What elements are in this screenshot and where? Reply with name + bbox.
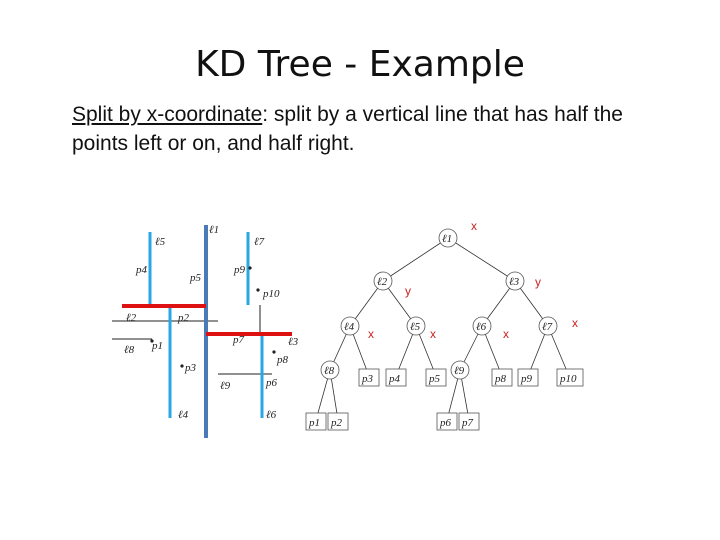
svg-text:ℓ4: ℓ4	[344, 321, 355, 333]
axis-mark-root: x	[471, 219, 477, 233]
tree-node-l5	[407, 317, 425, 335]
svg-text:p7: p7	[462, 417, 473, 429]
label-p4: p4	[136, 264, 147, 276]
svg-text:ℓ6: ℓ6	[476, 321, 487, 333]
svg-text:ℓ1: ℓ1	[442, 233, 453, 245]
label-l8: ℓ8	[124, 344, 135, 356]
tree-node-l3	[506, 272, 524, 290]
tree-node-l1	[439, 229, 457, 247]
tree-leaf-p3	[359, 369, 379, 386]
svg-text:p10: p10	[560, 373, 577, 385]
tree-node-l4	[341, 317, 359, 335]
svg-text:p3: p3	[362, 373, 373, 385]
tree-leaf-p4	[386, 369, 406, 386]
tree-leaf-p7	[459, 413, 479, 430]
point-p9	[248, 266, 251, 269]
tree-leaf-p1	[306, 413, 326, 430]
point-p8	[272, 350, 275, 353]
axis-mark-l3: y	[535, 275, 541, 289]
tree-leaf-p9	[518, 369, 538, 386]
svg-text:p5: p5	[429, 373, 440, 385]
point-p3	[180, 364, 183, 367]
label-p1: p1	[152, 340, 163, 352]
label-p7: p7	[233, 334, 244, 346]
label-l2: ℓ2	[126, 312, 137, 324]
svg-text:ℓ9: ℓ9	[454, 365, 465, 377]
axis-mark-l6: x	[503, 327, 509, 341]
svg-text:ℓ2: ℓ2	[377, 276, 388, 288]
label-l1: ℓ1	[209, 224, 220, 236]
svg-text:p4: p4	[389, 373, 400, 385]
partition-plane	[112, 224, 299, 438]
tree-leaf-p6	[437, 413, 457, 430]
text-underlined: Split by x-coordinate	[72, 103, 263, 126]
axis-mark-l2: y	[405, 284, 411, 298]
point-p10	[256, 288, 259, 291]
tree-leaf-p2	[328, 413, 348, 430]
tree-node-l2	[374, 272, 392, 290]
axis-mark-l5: x	[430, 327, 436, 341]
slide-title: KD Tree - Example	[195, 44, 525, 85]
svg-text:p9: p9	[521, 373, 532, 385]
text-rest: : split by a vertical line that has half the points left or on, and half right.	[72, 103, 623, 155]
label-l6: ℓ6	[266, 409, 277, 421]
label-p2: p2	[178, 312, 189, 324]
axis-mark-l7: x	[572, 316, 578, 330]
tree-node-l9	[451, 361, 469, 379]
label-p9: p9	[234, 264, 245, 276]
svg-text:ℓ8: ℓ8	[324, 365, 335, 377]
svg-text:ℓ7: ℓ7	[542, 321, 553, 333]
svg-text:p2: p2	[331, 417, 342, 429]
label-p5: p5	[190, 272, 201, 284]
tree-node-l8	[321, 361, 339, 379]
label-p6: p6	[266, 377, 277, 389]
svg-text:ℓ5: ℓ5	[410, 321, 421, 333]
svg-text:p8: p8	[495, 373, 506, 385]
tree-leaf-p8	[492, 369, 512, 386]
label-l9: ℓ9	[220, 380, 231, 392]
svg-text:ℓ3: ℓ3	[509, 276, 520, 288]
tree-leaf-p10	[557, 369, 583, 386]
label-l3: ℓ3	[288, 336, 299, 348]
label-p3: p3	[185, 362, 196, 374]
axis-mark-l4: x	[368, 327, 374, 341]
svg-text:p1: p1	[309, 417, 320, 429]
label-l4: ℓ4	[178, 409, 189, 421]
tree-node-l6	[473, 317, 491, 335]
label-l7: ℓ7	[254, 236, 265, 248]
label-l5: ℓ5	[155, 236, 166, 248]
svg-text:p6: p6	[440, 417, 451, 429]
tree-node-l7	[539, 317, 557, 335]
label-p10: p10	[263, 288, 280, 300]
label-p8: p8	[277, 354, 288, 366]
tree-leaf-p5	[426, 369, 446, 386]
kd-tree	[306, 219, 583, 430]
